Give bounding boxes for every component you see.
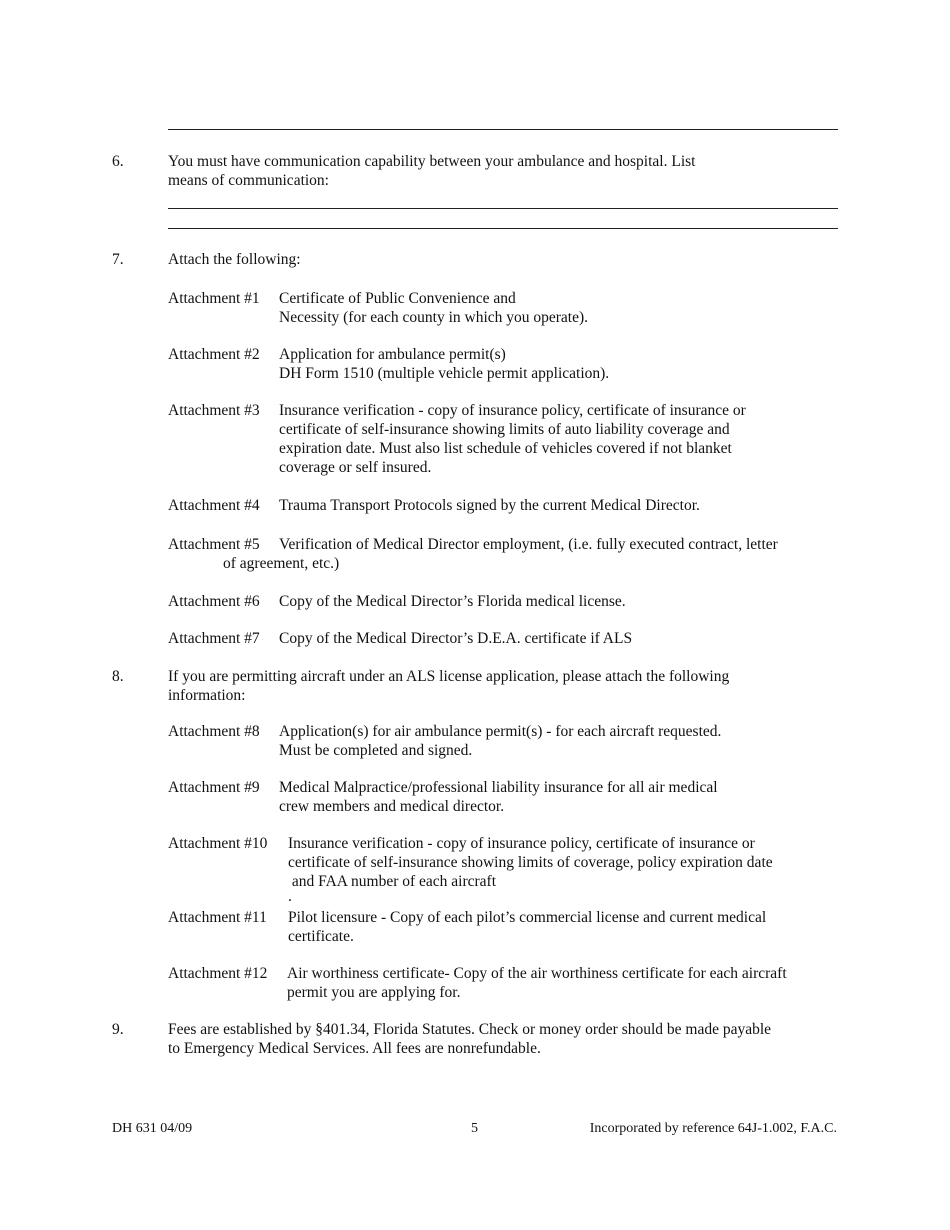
attachment-line: coverage or self insured. <box>279 459 432 476</box>
attachment-description <box>288 834 838 903</box>
attachment-description <box>287 964 837 1002</box>
attachment-line: Must be completed and signed. <box>279 742 473 759</box>
item-7-number: 7. <box>112 251 124 268</box>
attachment-line: and FAA number of each aircraft <box>288 873 497 890</box>
attachment-line: Air worthiness certificate- Copy of the air worthiness certificate for each aircraft <box>287 965 787 982</box>
attachment-line: Trauma Transport Protocols signed by the current Medical Director. <box>279 497 700 514</box>
item-9-line-2: to Emergency Medical Services. All fees are nonrefundable. <box>168 1040 541 1057</box>
attachment-label: Attachment #1 <box>168 290 260 307</box>
item-8-text <box>168 667 729 705</box>
attachment-description <box>279 535 839 554</box>
attachment-description <box>279 401 839 477</box>
attachment-line: Insurance verification - copy of insurance policy, certificate of insurance or <box>288 835 755 852</box>
attachment-label: Attachment #10 <box>168 835 268 852</box>
item-9-number: 9. <box>112 1021 124 1038</box>
item-6-number: 6. <box>112 153 124 170</box>
answer-line-communication-2 <box>168 228 838 229</box>
item-8-line-1: If you are permitting aircraft under an ALS license application, please attach the following <box>168 668 730 685</box>
attachment-line: Pilot licensure - Copy of each pilot’s commercial license and current medical <box>288 909 767 926</box>
item-8-line-2: information: <box>168 687 246 704</box>
attachment-label: Attachment #8 <box>168 723 260 740</box>
attachment-line: crew members and medical director. <box>279 798 505 815</box>
attachment-line: Copy of the Medical Director’s Florida medical license. <box>279 593 626 610</box>
answer-line-communication-1 <box>168 208 838 209</box>
attachment-line: Copy of the Medical Director’s D.E.A. certificate if ALS <box>279 630 633 647</box>
item-8-number: 8. <box>112 668 124 685</box>
footer-page-number: 5 <box>471 1121 478 1136</box>
attachment-label: Attachment #3 <box>168 402 260 419</box>
item-6-line-2: means of communication: <box>168 172 329 189</box>
item-9-line-1: Fees are established by §401.34, Florida Statutes. Check or money order should be made payable <box>168 1021 772 1038</box>
attachment-label: Attachment #9 <box>168 779 260 796</box>
attachment-line: Insurance verification - copy of insurance policy, certificate of insurance or <box>279 402 746 419</box>
attachment-label: Attachment #11 <box>168 909 267 926</box>
answer-line-top <box>168 129 838 130</box>
attachment-description <box>279 496 839 515</box>
footer-form-id: DH 631 04/09 <box>112 1121 193 1136</box>
attachment-description <box>279 592 839 611</box>
attachment-description <box>279 778 839 816</box>
attachment-line: Certificate of Public Convenience and <box>279 290 516 307</box>
attachment-line: Necessity (for each county in which you operate). <box>279 309 589 326</box>
attachment-label: Attachment #2 <box>168 346 260 363</box>
attachment-line: certificate of self-insurance showing limits of coverage, policy expiration date <box>288 854 773 871</box>
attachment-line: Verification of Medical Director employment, (i.e. fully executed contract, letter <box>279 536 778 553</box>
attachment-description <box>279 629 839 648</box>
attachment-description <box>288 908 838 946</box>
attachment-line: . <box>288 888 292 905</box>
item-7-text: Attach the following: <box>168 251 301 268</box>
attachment-line: Application for ambulance permit(s) <box>279 346 506 363</box>
footer-reference: Incorporated by reference 64J-1.002, F.A.C. <box>589 1121 837 1136</box>
attachment-label: Attachment #6 <box>168 593 260 610</box>
attachment-description <box>279 345 839 383</box>
attachment-line: Application(s) for air ambulance permit(s) - for each aircraft requested. <box>279 723 722 740</box>
item-6-line-1: You must have communication capability between your ambulance and hospital. List <box>168 153 696 170</box>
attachment-line: expiration date. Must also list schedule of vehicles covered if not blanket <box>279 440 732 457</box>
attachment-label: Attachment #7 <box>168 630 260 647</box>
item-9-text <box>168 1020 771 1058</box>
attachment-label: Attachment #5 <box>168 536 260 553</box>
attachment-label: Attachment #4 <box>168 497 260 514</box>
attachment-line: Medical Malpractice/professional liability insurance for all air medical <box>279 779 718 796</box>
attachment-description <box>279 722 839 760</box>
attachment-line: certificate. <box>288 928 354 945</box>
attachment-line: of agreement, etc.) <box>223 555 340 572</box>
attachment-line: certificate of self-insurance showing limits of auto liability coverage and <box>279 421 730 438</box>
attachment-line: permit you are applying for. <box>287 984 461 1001</box>
item-6-text <box>168 152 695 190</box>
attachment-description <box>279 289 839 327</box>
attachment-line: DH Form 1510 (multiple vehicle permit application). <box>279 365 610 382</box>
attachment-label: Attachment #12 <box>168 965 268 982</box>
